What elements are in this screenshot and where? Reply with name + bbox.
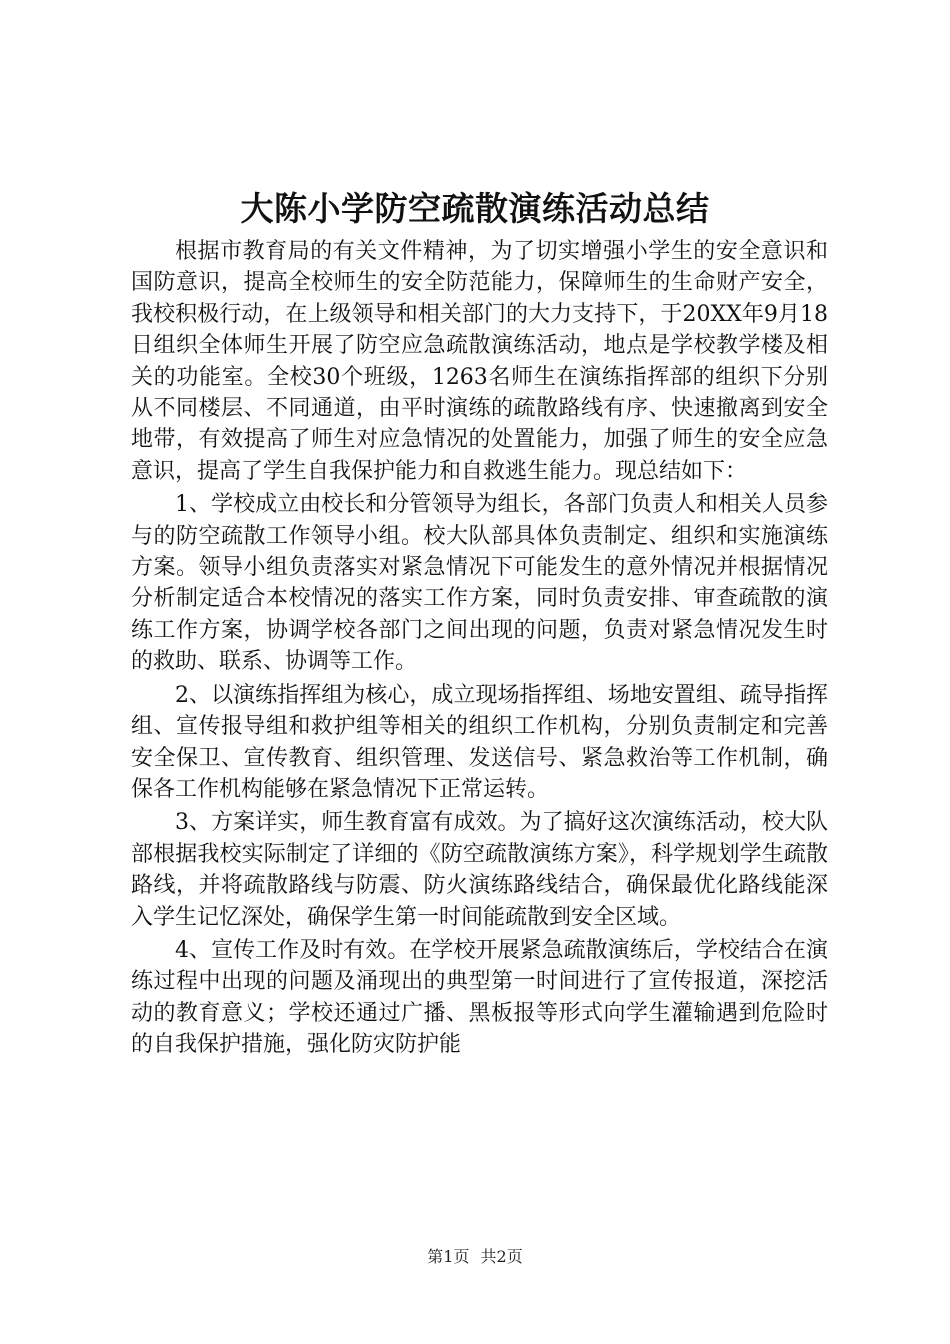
paragraph-item-3: 3、方案详实，师生教育富有成效。为了搞好这次演练活动，校大队部根据我校实际制定了详细的《防空疏散演练方案》，科学规划学生疏散路线，并将疏散路线与防震、防火演练路线结合，确保最优化路线能深入学生记忆深处，确保学生第一时间能疏散到安全区域。 <box>131 810 828 930</box>
document-title: 大陈小学防空疏散演练活动总结 <box>240 189 710 228</box>
document-body <box>131 236 828 1061</box>
paragraph-item-1: 1、学校成立由校长和分管领导为组长，各部门负责人和相关人员参与的防空疏散工作领导小组。校大队部具体负责制定、组织和实施演练方案。领导小组负责落实对紧急情况下可能发生的意外情况并根据情况分析制定适合本校情况的落实工作方案，同时负责安排、审查疏散的演练工作方案，协调学校各部门之间出现的问题，负责对紧急情况发生时的救助、联系、协调等工作。 <box>131 492 828 675</box>
paragraph-item-2: 2、以演练指挥组为核心，成立现场指挥组、场地安置组、疏导指挥组、宣传报导组和救护组等相关的组织工作机构，分别负责制定和完善安全保卫、宣传教育、组织管理、发送信号、紧急救治等工作机制，确保各工作机构能够在紧急情况下正常运转。 <box>131 682 828 802</box>
page-footer <box>0 1247 950 1267</box>
page-total: 共2页 <box>480 1247 523 1266</box>
paragraph-intro: 根据市教育局的有关文件精神，为了切实增强小学生的安全意识和国防意识，提高全校师生的安全防范能力，保障师生的生命财产安全，我校积极行动，在上级领导和相关部门的大力支持下，于20XX年9月18日组织全体师生开展了防空应急疏散演练活动，地点是学校教学楼及相关的功能室。全校30个班级，1263名师生在演练指挥部的组织下分别从不同楼层、不同通道，由平时演练的疏散路线有序、快速撤离到安全地带，有效提高了师生对应急情况的处置能力，加强了师生的安全应急意识，提高了学生自我保护能力和自救逃生能力。现总结如下： <box>131 239 828 484</box>
page-number: 第1页 <box>427 1247 470 1266</box>
paragraph-item-4: 4、宣传工作及时有效。在学校开展紧急疏散演练后，学校结合在演练过程中出现的问题及涌现出的典型第一时间进行了宣传报道，深挖活动的教育意义；学校还通过广播、黑板报等形式向学生灌输遇到危险时的自我保护措施，强化防灾防护能 <box>131 937 828 1058</box>
